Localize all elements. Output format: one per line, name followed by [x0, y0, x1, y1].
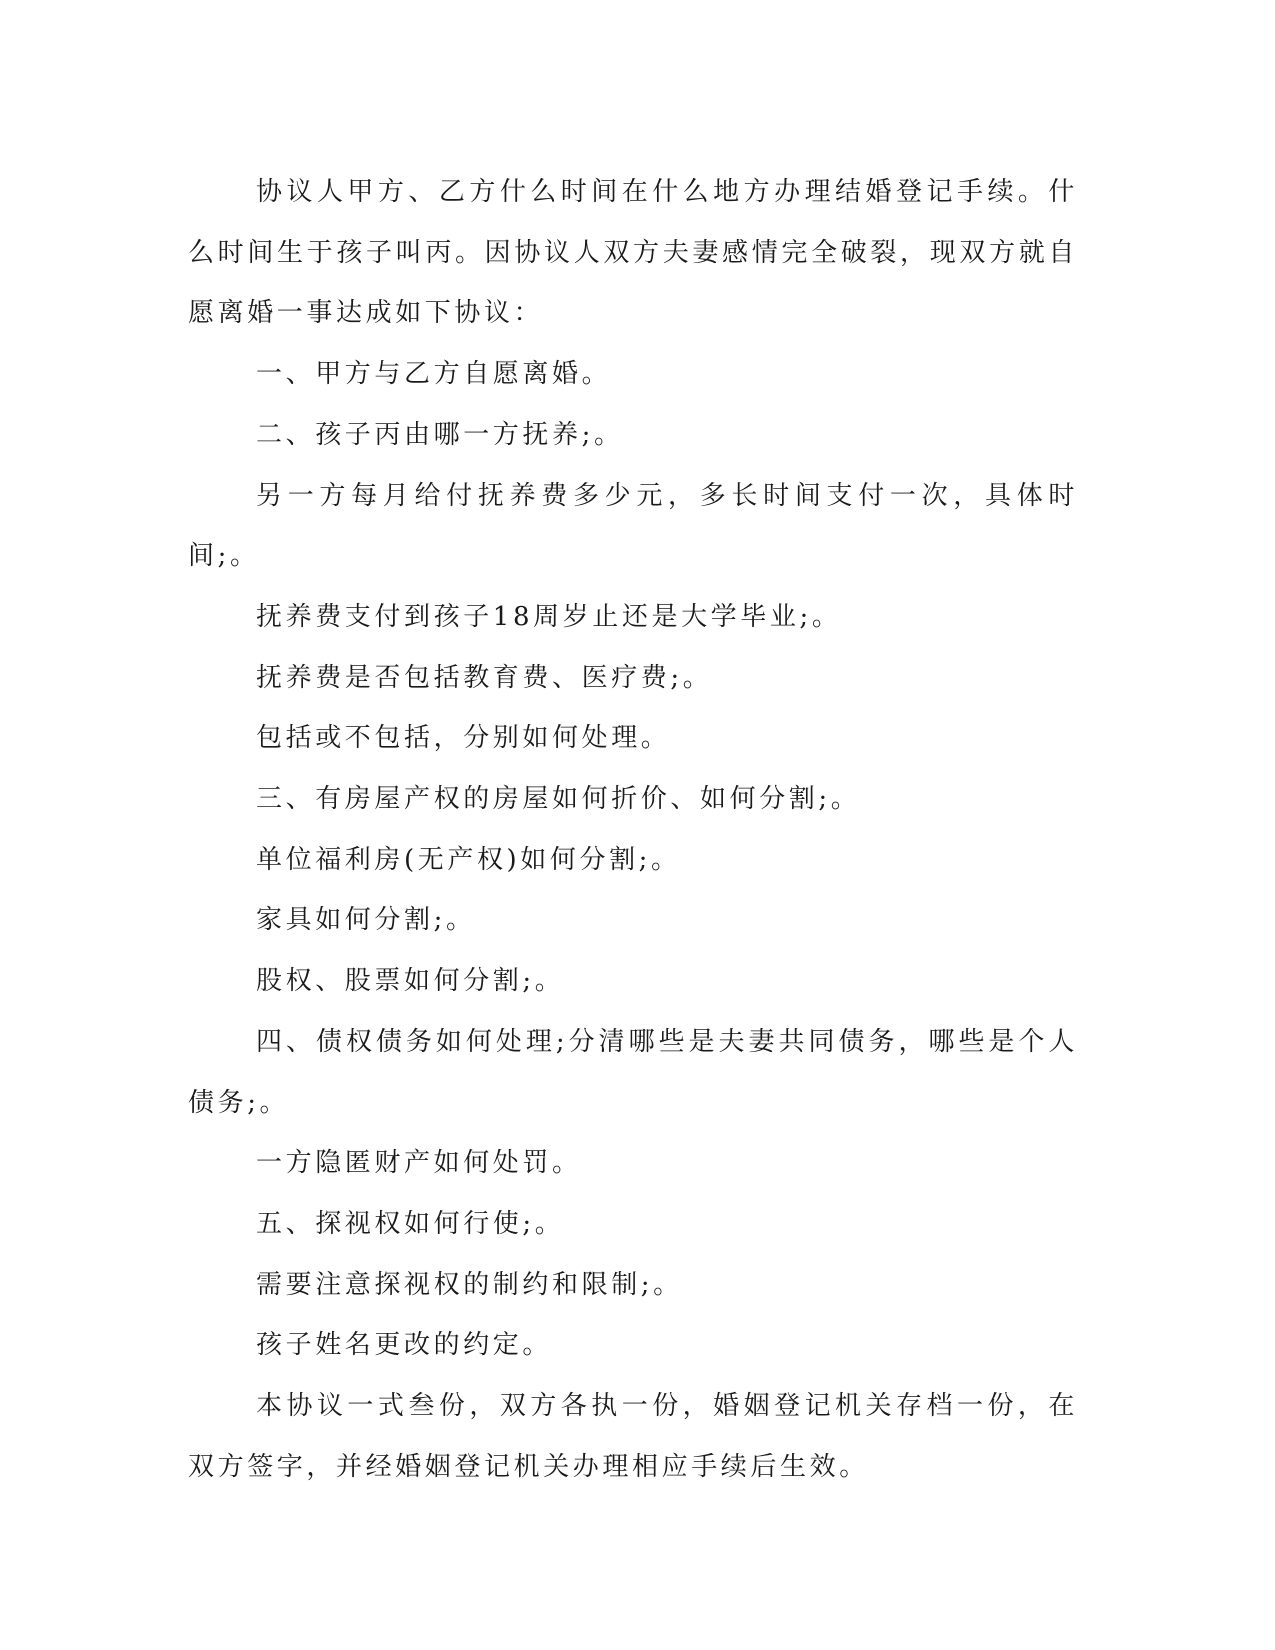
paragraph-preamble: 协议人甲方、乙方什么时间在什么地方办理结婚登记手续。什么时间生于孩子叫丙。因协议人双方夫妻感情完全破裂，现双方就自愿离婚一事达成如下协议： [188, 177, 1078, 329]
paragraph-hidden-assets: 一方隐匿财产如何处罚。 [256, 1148, 582, 1179]
paragraph-furniture: 家具如何分割;。 [256, 905, 476, 936]
paragraph-closing: 本协议一式叁份，双方各执一份，婚姻登记机关存档一份，在双方签字，并经婚姻登记机关办理相应手续后生效。 [188, 1391, 1078, 1482]
paragraph-clause-1: 一、甲方与乙方自愿离婚。 [256, 359, 612, 390]
paragraph-clause-2: 二、孩子丙由哪一方抚养;。 [256, 419, 624, 450]
paragraph-name-change: 孩子姓名更改的约定。 [256, 1330, 553, 1361]
paragraph-support-payment: 另一方每月给付抚养费多少元，多长时间支付一次，具体时间;。 [188, 480, 1078, 572]
paragraph-clause-5: 五、探视权如何行使;。 [256, 1208, 565, 1239]
paragraph-clause-4: 四、债权债务如何处理;分清哪些是夫妻共同债务，哪些是个人债务;。 [188, 1026, 1078, 1118]
paragraph-support-duration: 抚养费支付到孩子18周岁止还是大学毕业;。 [256, 601, 842, 632]
paragraph-welfare-housing: 单位福利房(无产权)如何分割;。 [256, 844, 681, 875]
paragraph-visitation-limits: 需要注意探视权的制约和限制;。 [256, 1269, 683, 1300]
paragraph-support-scope: 抚养费是否包括教育费、医疗费;。 [256, 662, 713, 693]
paragraph-support-handling: 包括或不包括，分别如何处理。 [256, 723, 671, 754]
paragraph-equity-stocks: 股权、股票如何分割;。 [256, 966, 565, 997]
paragraph-clause-3: 三、有房屋产权的房屋如何折价、如何分割;。 [256, 784, 861, 815]
document-body [188, 162, 1078, 1497]
